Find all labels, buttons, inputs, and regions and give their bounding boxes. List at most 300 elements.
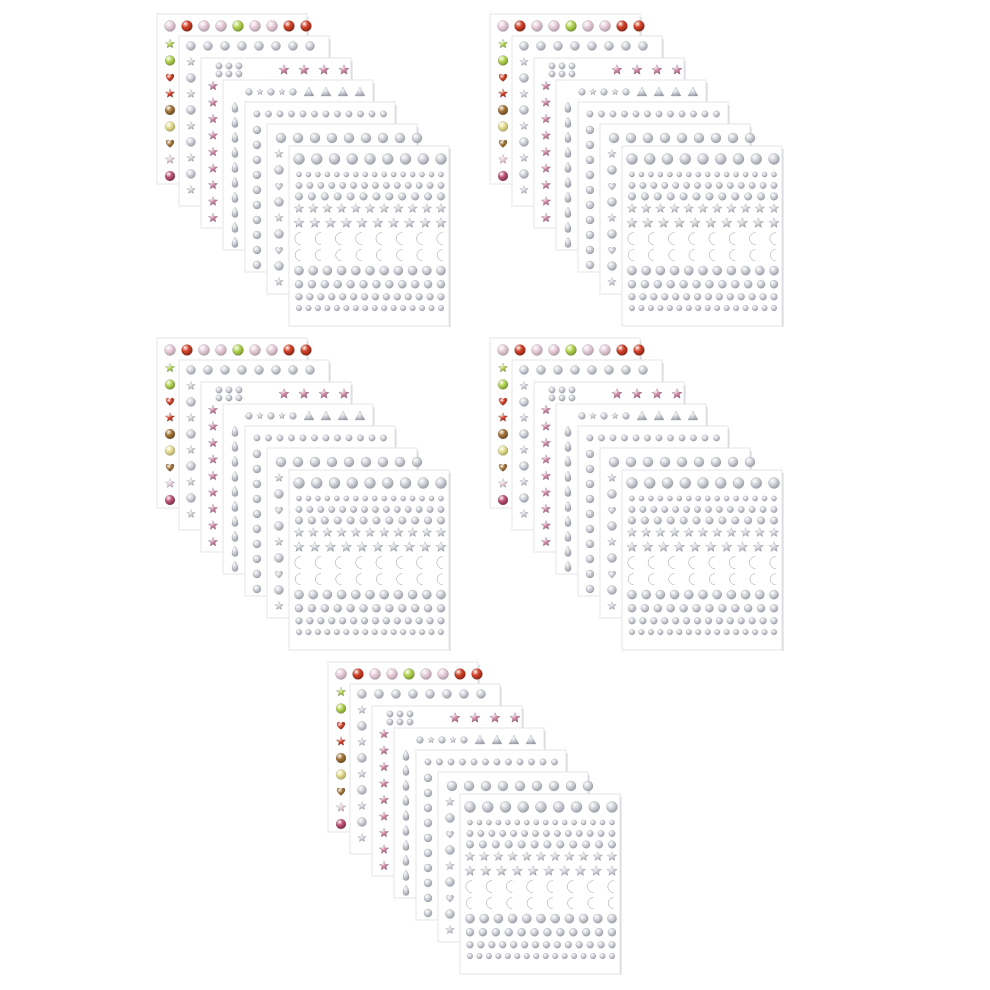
round-gem	[301, 345, 312, 356]
circle-gem	[757, 517, 765, 525]
circle-gem	[372, 280, 380, 288]
round-gem	[288, 111, 294, 117]
circle-gem	[306, 305, 312, 311]
round-gem	[344, 457, 354, 467]
round-gem	[236, 63, 242, 69]
circle-gem	[165, 56, 175, 66]
round-gem	[549, 21, 560, 32]
round-gem	[605, 42, 614, 51]
circle-gem	[641, 517, 649, 525]
circle-gem	[760, 293, 767, 300]
round-gem	[598, 111, 604, 117]
circle-gem	[466, 841, 474, 849]
circle-gem	[693, 280, 701, 288]
circle-gem	[361, 293, 368, 300]
round-gem	[609, 457, 619, 467]
round-gem	[253, 216, 261, 224]
round-gem	[598, 435, 604, 441]
circle-gem	[410, 305, 416, 311]
circle-gem	[654, 604, 662, 612]
circle-gem	[467, 941, 474, 948]
circle-gem	[339, 506, 345, 512]
circle-gem	[446, 846, 455, 855]
circle-gem	[337, 266, 346, 275]
circle-gem	[275, 198, 284, 207]
round-gem	[424, 819, 432, 827]
circle-gem	[437, 604, 445, 612]
circle-gem	[353, 305, 359, 311]
circle-gem	[315, 172, 320, 177]
circle-gem	[639, 172, 644, 177]
circle-gem	[438, 172, 443, 177]
round-gem	[409, 690, 418, 699]
circle-gem	[749, 182, 755, 188]
round-gem	[610, 111, 616, 117]
round-gem	[702, 111, 708, 117]
silver-gem	[358, 722, 367, 731]
circle-gem	[741, 266, 750, 275]
circle-gem	[734, 172, 739, 177]
circle-gem	[429, 172, 434, 177]
round-gem	[310, 457, 320, 467]
circle-gem	[347, 517, 355, 525]
circle-gem	[641, 193, 649, 201]
round-gem	[532, 781, 542, 791]
circle-gem	[296, 506, 302, 512]
round-gem	[610, 435, 616, 441]
circle-gem	[587, 941, 594, 948]
round-gem	[540, 759, 546, 765]
circle-gem	[667, 193, 675, 201]
round-gem	[204, 42, 213, 51]
circle-gem	[705, 293, 712, 300]
circle-gem	[438, 506, 444, 512]
circle-gem	[672, 182, 678, 188]
circle-gem	[670, 590, 679, 599]
circle-gem	[391, 305, 397, 311]
circle-gem	[654, 517, 662, 525]
silver-gem	[520, 106, 529, 115]
circle-gem	[275, 230, 284, 239]
round-gem	[588, 366, 597, 375]
round-gem	[711, 133, 721, 143]
round-gem	[588, 42, 597, 51]
circle-gem	[719, 193, 727, 201]
circle-gem	[698, 590, 707, 599]
circle-gem	[609, 953, 615, 959]
circle-gem	[686, 172, 691, 177]
circle-gem	[628, 517, 636, 525]
circle-gem	[629, 182, 635, 188]
silver-gem	[579, 89, 586, 96]
circle-gem	[744, 280, 752, 288]
round-gem	[460, 690, 469, 699]
round-gem	[311, 111, 317, 117]
round-gem	[569, 387, 575, 393]
circle-gem	[734, 496, 739, 501]
circle-gem	[662, 154, 673, 165]
circle-gem	[347, 478, 358, 489]
circle-gem	[628, 604, 636, 612]
circle-gem	[418, 154, 429, 165]
round-gem	[587, 435, 593, 441]
circle-gem	[705, 617, 712, 624]
circle-gem	[696, 496, 701, 501]
round-gem	[250, 21, 261, 32]
circle-gem	[438, 496, 443, 501]
circle-gem	[436, 266, 445, 275]
circle-gem	[629, 629, 635, 635]
circle-gem	[416, 617, 423, 624]
circle-gem	[410, 172, 415, 177]
circle-gem	[744, 193, 752, 201]
round-gem	[233, 345, 244, 356]
round-gem	[549, 71, 555, 77]
circle-gem	[372, 506, 378, 512]
circle-gem	[581, 820, 586, 825]
round-gem	[586, 156, 594, 164]
circle-gem	[698, 478, 709, 489]
round-gem	[253, 555, 261, 563]
circle-gem	[749, 293, 756, 300]
sticker-sheet-front	[460, 794, 620, 974]
circle-gem	[424, 193, 432, 201]
circle-gem	[543, 928, 551, 936]
round-gem	[426, 690, 435, 699]
circle-gem	[629, 506, 635, 512]
round-gem	[498, 21, 509, 32]
circle-gem	[436, 590, 445, 599]
round-gem	[253, 540, 261, 548]
circle-gem	[738, 506, 744, 512]
circle-gem	[771, 293, 778, 300]
circle-gem	[755, 266, 764, 275]
round-gem	[216, 387, 222, 393]
silver-gem	[623, 413, 630, 420]
round-gem	[690, 435, 696, 441]
round-gem	[443, 690, 452, 699]
round-gem	[586, 246, 594, 254]
circle-gem	[498, 495, 508, 505]
circle-gem	[771, 182, 777, 188]
circle-gem	[755, 590, 764, 599]
round-gem	[395, 457, 405, 467]
circle-gem	[658, 305, 664, 311]
circle-gem	[771, 496, 776, 501]
circle-gem	[598, 941, 605, 948]
round-gem	[253, 570, 261, 578]
round-gem	[532, 21, 543, 32]
silver-gem	[601, 413, 608, 420]
circle-gem	[391, 629, 397, 635]
silver-gem	[187, 462, 196, 471]
silver-gem	[290, 89, 297, 96]
circle-gem	[543, 820, 548, 825]
circle-gem	[757, 604, 765, 612]
circle-gem	[401, 496, 406, 501]
round-gem	[253, 525, 261, 533]
silver-gem	[520, 170, 529, 179]
circle-gem	[757, 280, 765, 288]
circle-gem	[743, 172, 748, 177]
circle-gem	[325, 172, 330, 177]
round-gem	[517, 759, 523, 765]
round-gem	[586, 495, 594, 503]
circle-gem	[309, 590, 318, 599]
round-gem	[344, 133, 354, 143]
round-gem	[559, 63, 565, 69]
round-gem	[253, 246, 261, 254]
round-gem	[436, 759, 442, 765]
round-gem	[566, 21, 577, 32]
circle-gem	[607, 802, 618, 813]
circle-gem	[757, 193, 765, 201]
round-gem	[532, 345, 543, 356]
round-gem	[361, 457, 371, 467]
circle-gem	[608, 490, 617, 499]
circle-gem	[446, 910, 455, 919]
circle-gem	[398, 604, 406, 612]
circle-gem	[411, 193, 419, 201]
silver-gem	[187, 106, 196, 115]
round-gem	[609, 133, 619, 143]
circle-gem	[680, 604, 688, 612]
round-gem	[520, 366, 529, 375]
round-gem	[554, 366, 563, 375]
circle-gem	[744, 517, 752, 525]
round-gem	[660, 457, 670, 467]
circle-gem	[706, 193, 714, 201]
circle-gem	[311, 154, 322, 165]
circle-gem	[496, 820, 501, 825]
circle-gem	[698, 154, 709, 165]
circle-gem	[398, 280, 406, 288]
circle-gem	[344, 496, 349, 501]
sticker-pack-2	[490, 14, 783, 327]
circle-gem	[727, 506, 733, 512]
round-gem	[656, 111, 662, 117]
circle-gem	[658, 496, 663, 501]
circle-gem	[296, 182, 302, 188]
circle-gem	[372, 172, 377, 177]
circle-gem	[532, 941, 539, 948]
round-gem	[187, 366, 196, 375]
circle-gem	[770, 604, 778, 612]
round-gem	[407, 711, 413, 717]
round-gem	[300, 435, 306, 441]
round-gem	[515, 345, 526, 356]
circle-gem	[317, 617, 324, 624]
circle-gem	[489, 830, 495, 836]
round-gem	[586, 201, 594, 209]
circle-gem	[693, 604, 701, 612]
round-gem	[569, 63, 575, 69]
circle-gem	[329, 478, 340, 489]
round-gem	[387, 719, 393, 725]
circle-gem	[438, 629, 444, 635]
round-gem	[586, 540, 594, 548]
circle-gem	[677, 305, 683, 311]
round-gem	[216, 63, 222, 69]
round-gem	[357, 111, 363, 117]
circle-gem	[727, 617, 734, 624]
circle-gem	[762, 629, 768, 635]
circle-gem	[628, 193, 636, 201]
round-gem	[471, 759, 477, 765]
round-gem	[644, 435, 650, 441]
round-gem	[387, 711, 393, 717]
circle-gem	[436, 154, 447, 165]
circle-gem	[667, 305, 673, 311]
circle-gem	[295, 604, 303, 612]
circle-gem	[595, 841, 603, 849]
circle-gem	[311, 478, 322, 489]
circle-gem	[498, 380, 508, 390]
round-gem	[617, 345, 628, 356]
round-gem	[404, 669, 415, 680]
round-gem	[293, 133, 303, 143]
circle-gem	[656, 266, 665, 275]
round-gem	[643, 133, 653, 143]
silver-gem	[187, 138, 196, 147]
circle-gem	[499, 941, 506, 948]
circle-gem	[544, 841, 552, 849]
silver-gem	[187, 398, 196, 407]
circle-gem	[394, 617, 401, 624]
circle-gem	[360, 604, 368, 612]
circle-gem	[422, 590, 431, 599]
round-gem	[477, 690, 486, 699]
circle-gem	[427, 182, 433, 188]
round-gem	[586, 465, 594, 473]
circle-gem	[334, 193, 342, 201]
circle-gem	[336, 819, 346, 829]
circle-gem	[686, 305, 692, 311]
circle-gem	[608, 230, 617, 239]
circle-gem	[769, 478, 780, 489]
sticker-pack-3	[157, 338, 450, 651]
circle-gem	[770, 280, 778, 288]
circle-gem	[344, 629, 350, 635]
silver-gem	[187, 170, 196, 179]
circle-gem	[296, 617, 303, 624]
circle-gem	[321, 280, 329, 288]
circle-gem	[518, 802, 529, 813]
circle-gem	[515, 820, 520, 825]
circle-gem	[642, 266, 651, 275]
circle-gem	[705, 496, 710, 501]
circle-gem	[165, 446, 175, 456]
circle-gem	[680, 193, 688, 201]
circle-gem	[275, 522, 284, 531]
circle-gem	[477, 820, 482, 825]
circle-gem	[672, 506, 678, 512]
silver-gem	[290, 413, 297, 420]
circle-gem	[307, 182, 313, 188]
round-gem	[494, 759, 500, 765]
circle-gem	[353, 629, 359, 635]
round-gem	[424, 804, 432, 812]
round-gem	[528, 759, 534, 765]
circle-gem	[381, 629, 387, 635]
circle-gem	[644, 478, 655, 489]
round-gem	[586, 186, 594, 194]
circle-gem	[360, 517, 368, 525]
circle-gem	[422, 266, 431, 275]
round-gem	[554, 42, 563, 51]
round-gem	[583, 345, 594, 356]
circle-gem	[315, 305, 321, 311]
round-gem	[378, 457, 388, 467]
circle-gem	[363, 172, 368, 177]
circle-gem	[651, 506, 657, 512]
round-gem	[369, 111, 375, 117]
circle-gem	[651, 182, 657, 188]
circle-gem	[465, 802, 476, 813]
circle-gem	[321, 604, 329, 612]
circle-gem	[438, 182, 444, 188]
circle-gem	[629, 305, 635, 311]
circle-gem	[334, 496, 339, 501]
circle-gem	[318, 506, 324, 512]
round-gem	[571, 366, 580, 375]
circle-gem	[437, 280, 445, 288]
circle-gem	[419, 629, 425, 635]
circle-gem	[400, 305, 406, 311]
circle-gem	[518, 841, 526, 849]
circle-gem	[680, 154, 691, 165]
circle-gem	[751, 154, 762, 165]
circle-gem	[658, 629, 664, 635]
round-gem	[221, 366, 230, 375]
round-gem	[677, 133, 687, 143]
circle-gem	[398, 193, 406, 201]
round-gem	[336, 669, 347, 680]
round-gem	[711, 457, 721, 467]
round-gem	[644, 111, 650, 117]
circle-gem	[713, 266, 722, 275]
round-gem	[253, 261, 261, 269]
circle-gem	[275, 586, 284, 595]
round-gem	[571, 42, 580, 51]
round-gem	[713, 111, 719, 117]
circle-gem	[386, 517, 394, 525]
circle-gem	[752, 305, 758, 311]
round-gem	[253, 201, 261, 209]
circle-gem	[714, 629, 720, 635]
circle-gem	[770, 517, 778, 525]
round-gem	[293, 457, 303, 467]
silver-gem	[520, 494, 529, 503]
circle-gem	[275, 262, 284, 271]
circle-gem	[693, 193, 701, 201]
round-gem	[447, 781, 457, 791]
circle-gem	[536, 802, 547, 813]
circle-gem	[627, 266, 636, 275]
round-gem	[182, 21, 193, 32]
round-gem	[586, 126, 594, 134]
circle-gem	[554, 941, 561, 948]
circle-gem	[760, 506, 766, 512]
circle-gem	[576, 941, 583, 948]
circle-gem	[505, 820, 510, 825]
circle-gem	[667, 496, 672, 501]
round-gem	[226, 71, 232, 77]
round-gem	[549, 781, 559, 791]
circle-gem	[492, 841, 500, 849]
circle-gem	[482, 802, 493, 813]
circle-gem	[323, 590, 332, 599]
